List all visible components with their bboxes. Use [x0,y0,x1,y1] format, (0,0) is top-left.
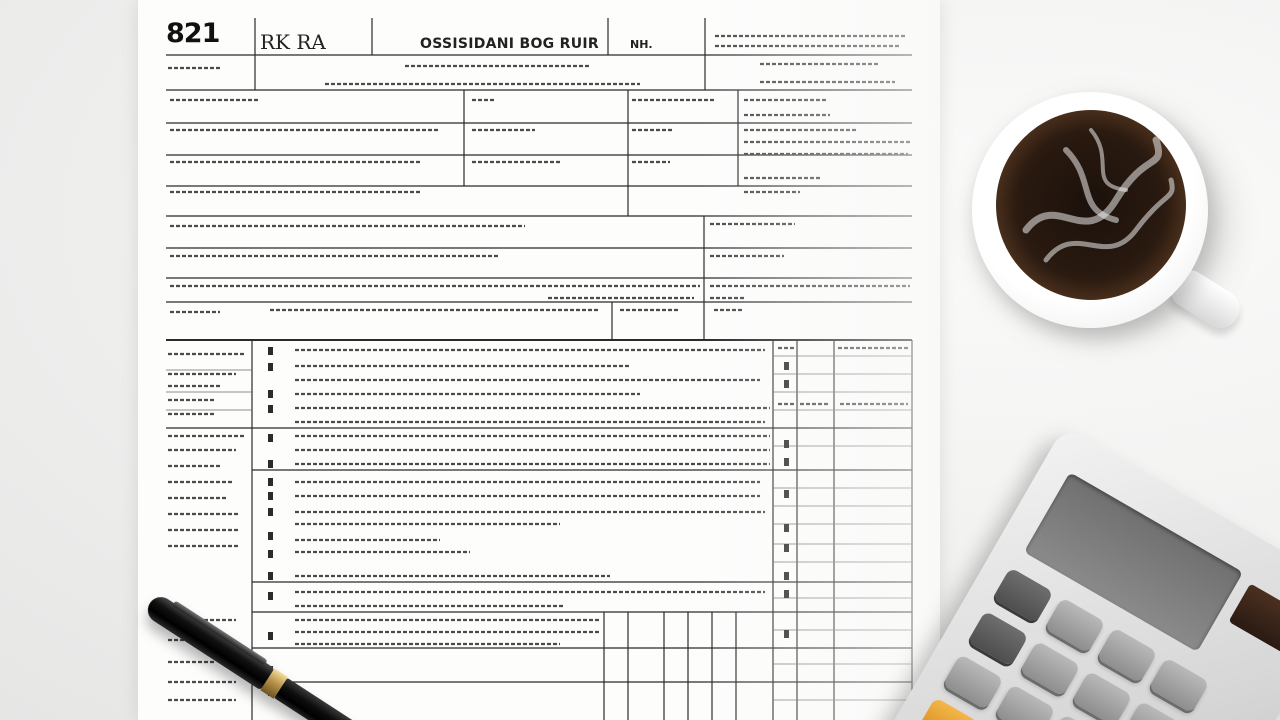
form-subtitle: RK RA [260,30,326,54]
steam [996,110,1186,300]
calculator-key [1096,627,1157,683]
calculator-key [992,567,1053,623]
calculator-solar-panel [1228,583,1280,656]
calculator-key [967,611,1028,667]
calculator-key [994,684,1055,720]
calculator-key [1071,671,1132,720]
form-number: 821 [166,18,220,49]
calculator-key [942,654,1003,710]
calculator-key [1044,597,1105,653]
form-omb-number: NH. [630,38,653,51]
calculator-key [1019,641,1080,697]
calculator-key [1148,657,1209,713]
form-grid [166,18,912,720]
form-fine-print [168,36,910,700]
form-title: OSSISIDANI BOG RUIR [420,36,599,52]
